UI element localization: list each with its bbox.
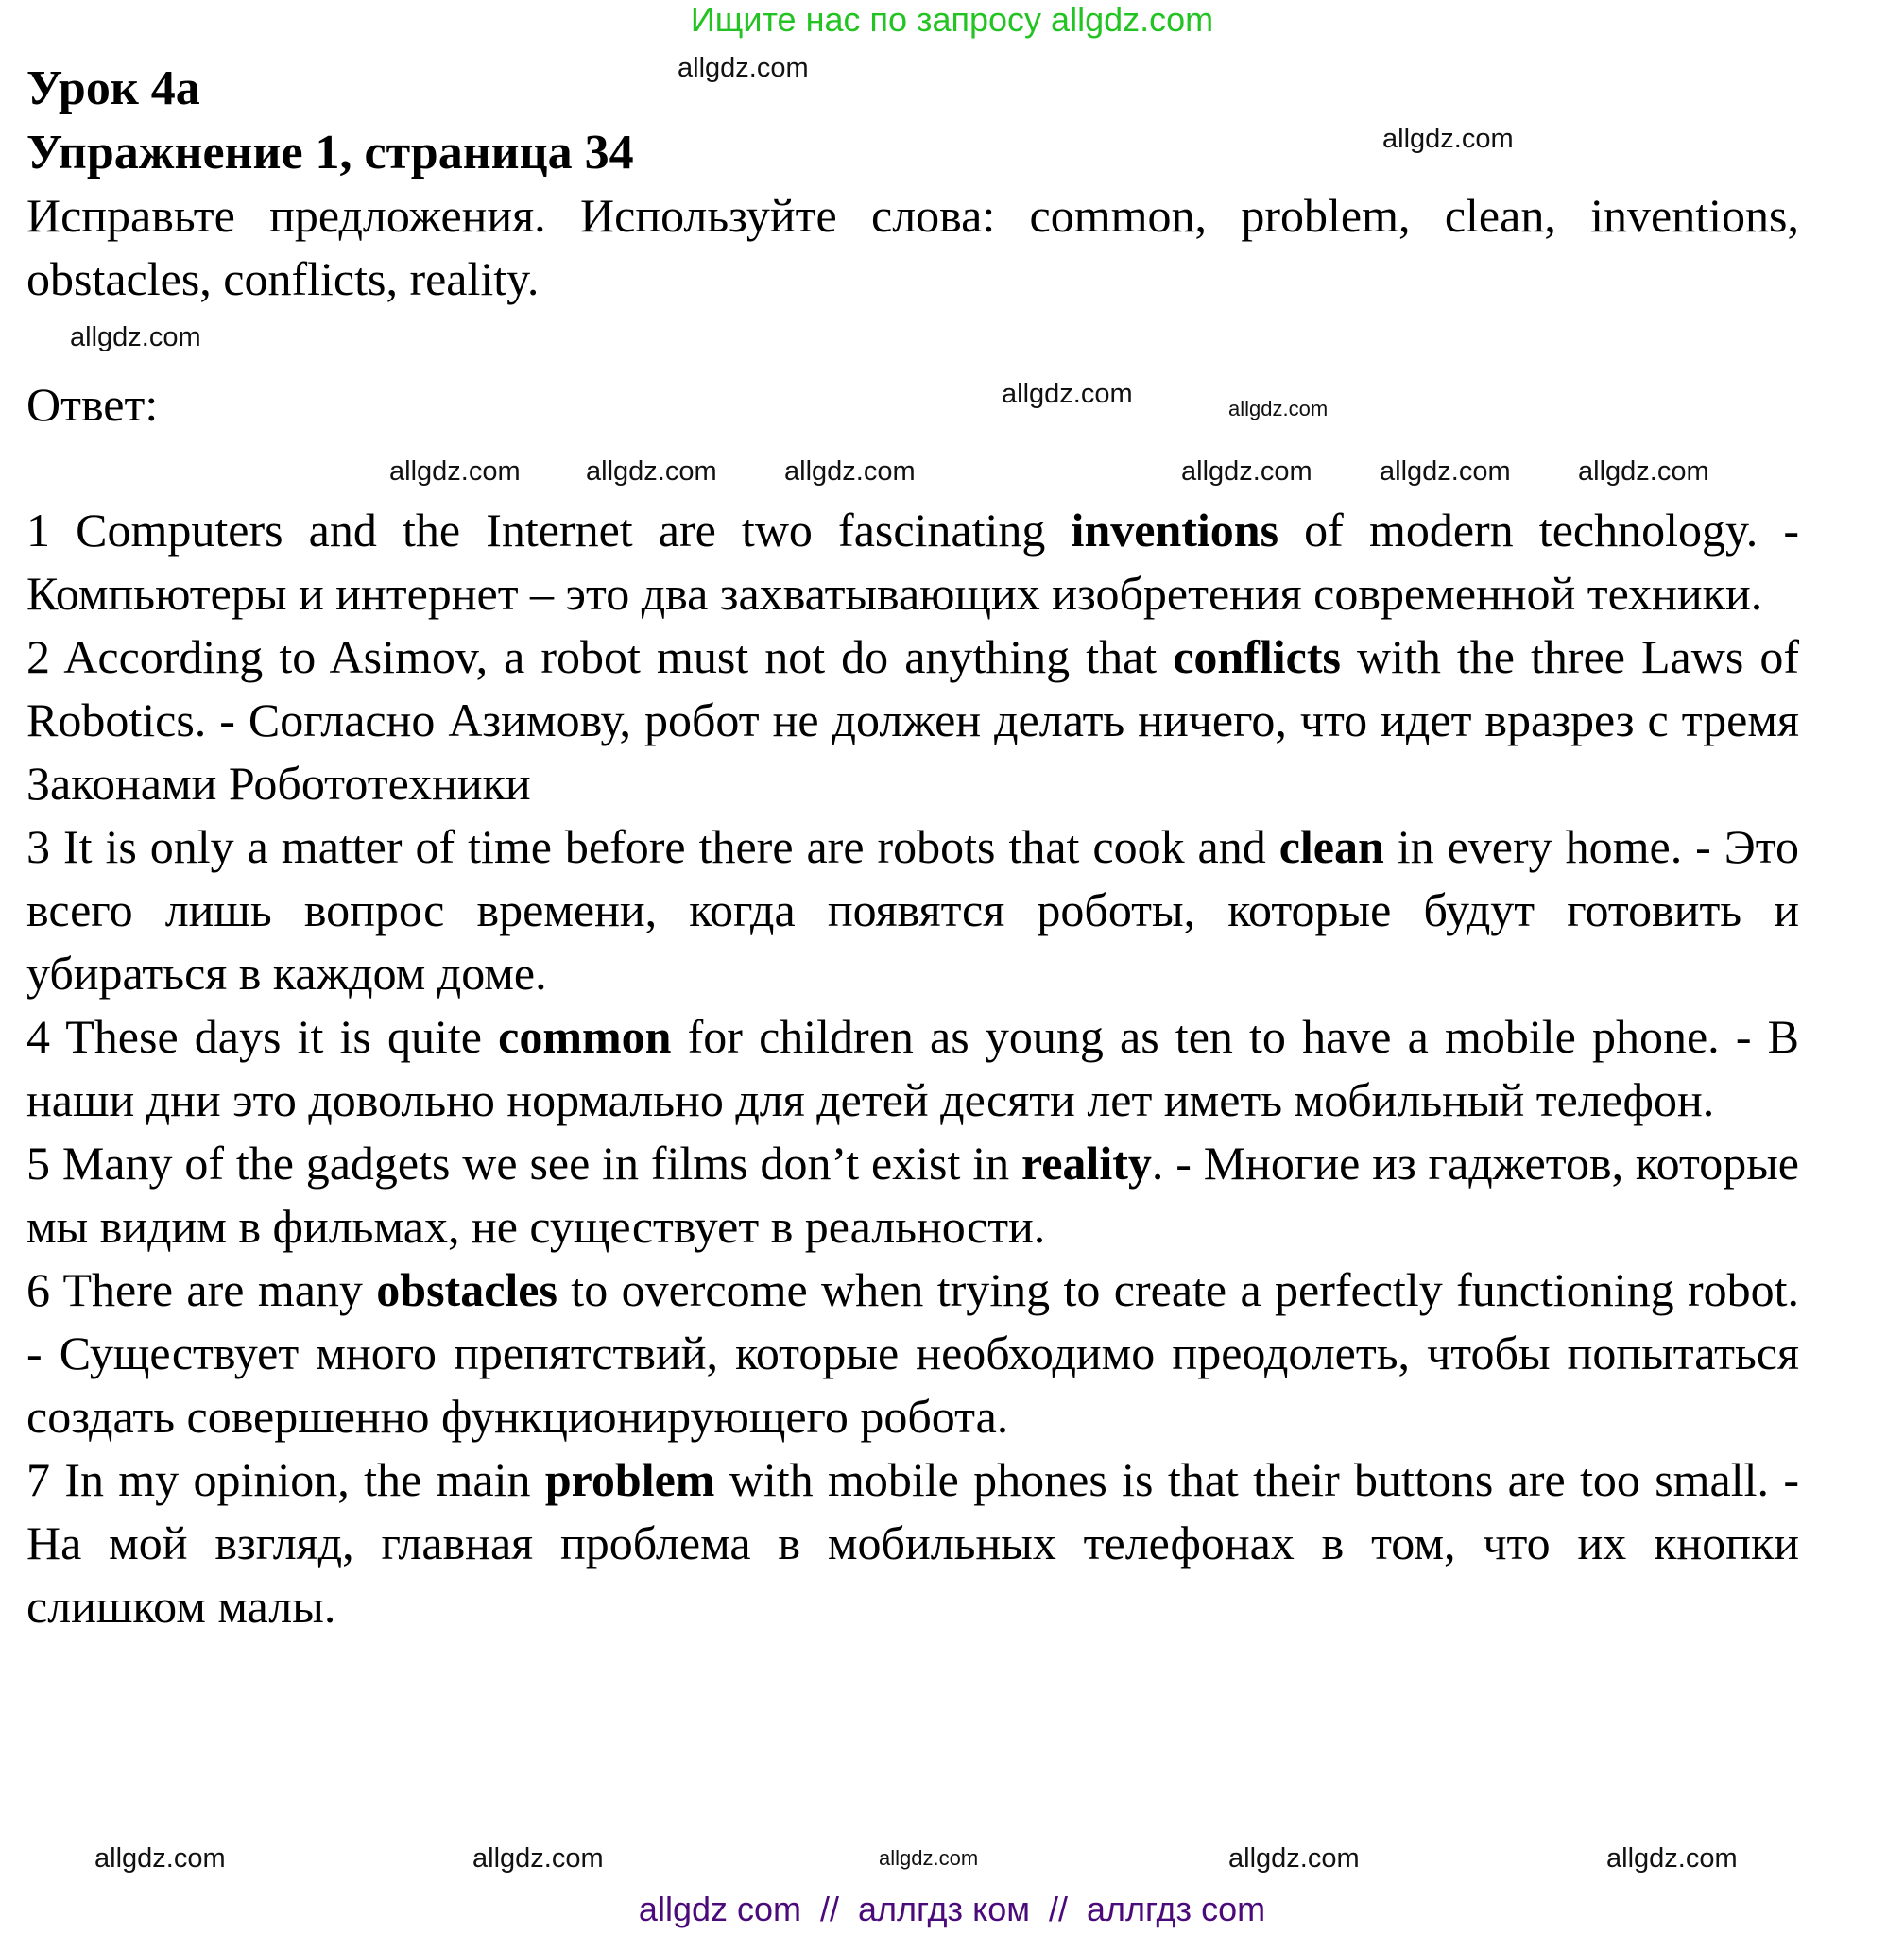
watermark: allgdz.com — [1578, 456, 1709, 487]
watermark: allgdz.com — [1382, 124, 1514, 154]
lesson-title: Урок 4a — [26, 61, 200, 115]
answer-label: Ответ: — [26, 378, 159, 431]
watermark: allgdz.com — [678, 53, 809, 83]
answer-item: 3 It is only a matter of time before there are robots that cook and clean in every home. - Это всего лишь вопрос времени, когда появятся роботы, которые будут готовить и убираться в каждом доме. — [26, 820, 1799, 1000]
answer-item: 2 According to Asimov, a robot must not do anything that conflicts with the three Laws of Robotics. - Согласно Азимову, робот не должен делать ничего, что идет вразрез с тремя Законами Робототехники — [26, 630, 1799, 810]
watermark: allgdz.com — [389, 456, 521, 487]
watermark: allgdz.com — [94, 1843, 226, 1874]
watermark: allgdz.com — [1181, 456, 1312, 487]
bottom-banner: allgdz com // аллгдз ком // аллгдз com — [638, 1890, 1266, 1928]
answer-item: 4 These days it is quite common for children as young as ten to have a mobile phone. - В наши дни это довольно нормально для детей десяти лет иметь мобильный телефон. — [26, 1010, 1799, 1126]
watermark: allgdz.com — [1606, 1843, 1738, 1874]
watermark: allgdz.com — [472, 1843, 604, 1874]
watermark: allgdz.com — [1228, 1843, 1360, 1874]
watermark: allgdz.com — [1228, 397, 1329, 420]
answer-list — [26, 499, 1799, 1638]
answer-item: 5 Many of the gadgets we see in films don’t exist in reality. - Многие из гаджетов, которые мы видим в фильмах, не существует в реальности. — [26, 1137, 1799, 1253]
watermark: allgdz.com — [784, 456, 916, 487]
exercise-title: Упражнение 1, страница 34 — [26, 126, 634, 180]
watermark: allgdz.com — [1380, 456, 1511, 487]
watermark: allgdz.com — [1002, 379, 1133, 409]
answer-item: 6 There are many obstacles to overcome when trying to create a perfectly functioning robot. - Существует много препятствий, которые необходимо преодолеть, чтобы попытаться создать совершенно функционирующего робота. — [26, 1263, 1799, 1443]
watermark: allgdz.com — [70, 322, 201, 352]
watermark: allgdz.com — [879, 1846, 979, 1870]
answer-item: 1 Computers and the Internet are two fascinating inventions of modern technology. - Компьютеры и интернет – это два захватывающих изобретения современной техники. — [26, 504, 1799, 620]
watermark: allgdz.com — [586, 456, 717, 487]
top-banner: Ищите нас по запросу allgdz.com — [690, 0, 1214, 39]
instructions: Исправьте предложения. Используйте слова: common, problem, clean, inventions, obstacles, conflicts, reality. — [26, 189, 1799, 305]
answer-item: 7 In my opinion, the main problem with mobile phones is that their buttons are too small. - На мой взгляд, главная проблема в мобильных телефонах в том, что их кнопки слишком малы. — [26, 1453, 1799, 1633]
